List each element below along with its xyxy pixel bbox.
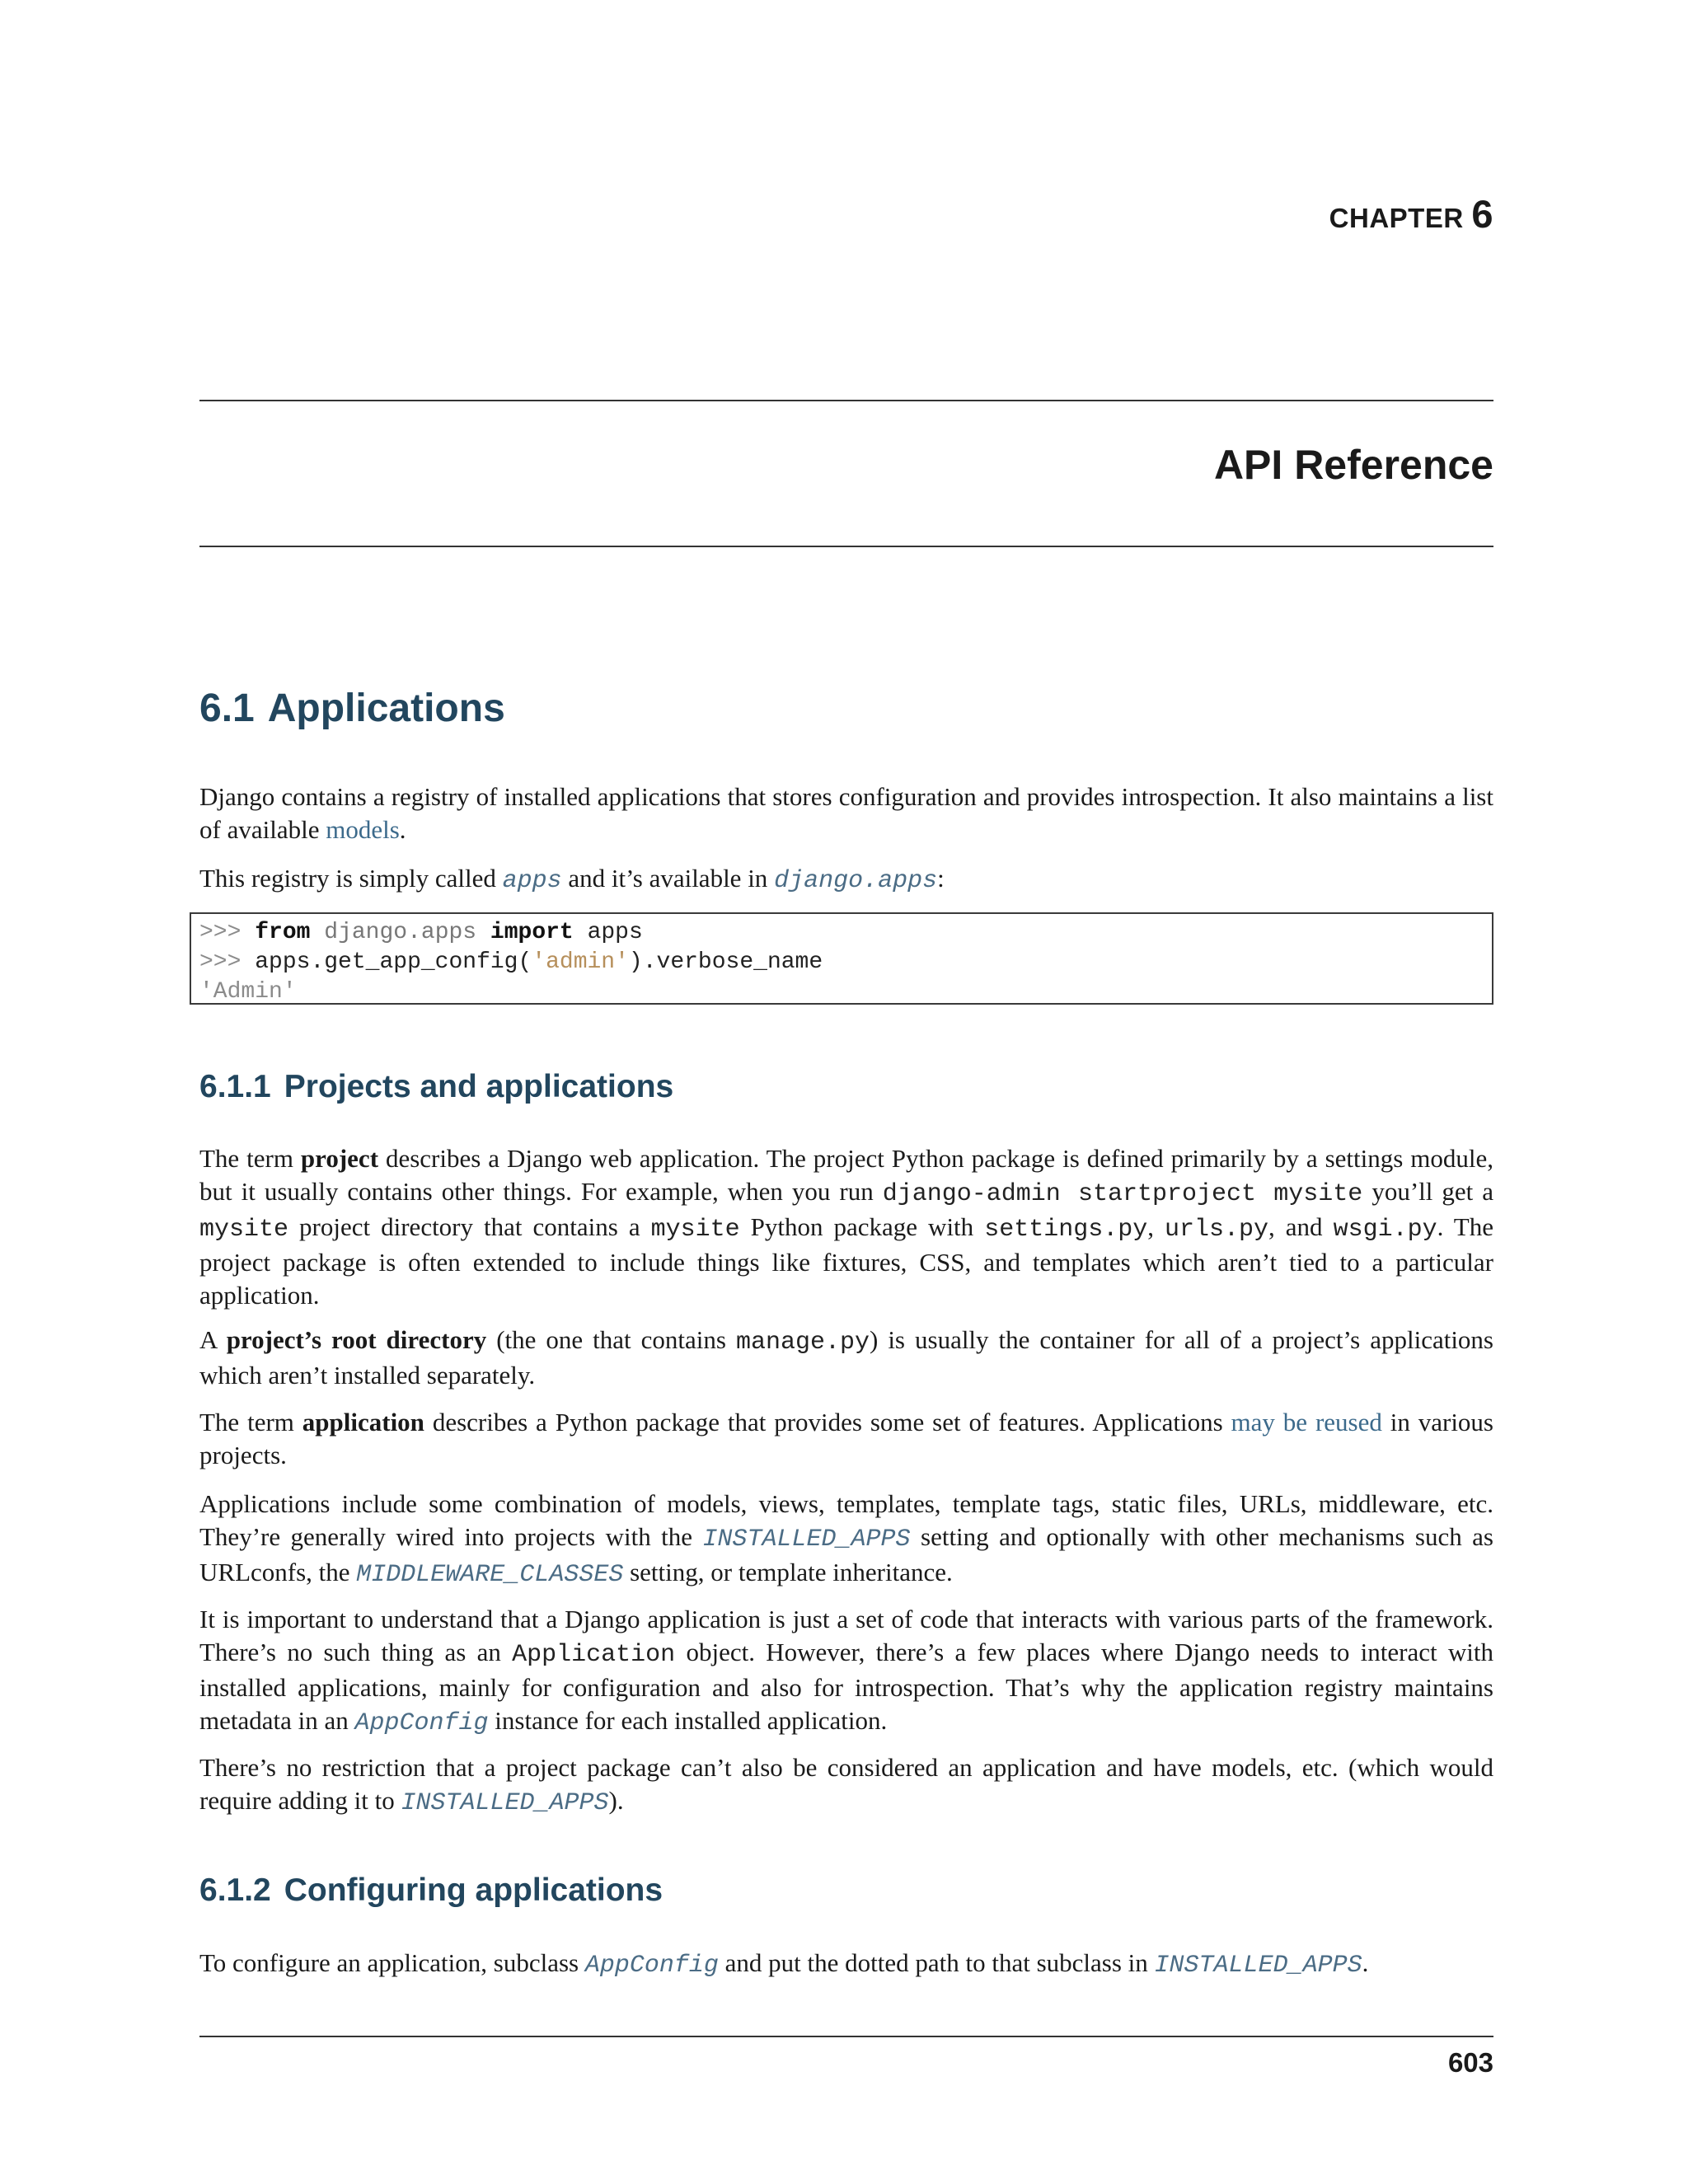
installed-apps-ref-link[interactable]: INSTALLED_APPS [702,1526,911,1554]
top-rule [199,400,1493,401]
paragraph-root-directory: A project’s root directory (the one that contains manage.py) is usually the container for all of a project’s applications which aren’t installed separately. [199,1325,1493,1390]
section-number: 6.1.1 [199,1069,271,1104]
paragraph-project: The term project describes a Django web application. The project Python package is defined primarily by a settings module, but it usually contains other things. For example, when you run django-admin startproject mysite you’ll get a mysite project directory that contains a mysite Python package with settings.py, urls.py, and wsgi.py. The project package is often extended to include things like fixtures, CSS, and templates which aren’t tied to a particular application. [199,1144,1493,1310]
section-number: 6.1.2 [199,1872,271,1908]
document-page [199,0,1493,2184]
code-block: >>> from django.apps import apps >>> apps.get_app_config('admin').verbose_name 'Admin' [190,912,1493,1005]
paragraph-apps: This registry is simply called apps and it’s available in django.apps: [199,864,945,895]
chapter-word: CHAPTER [1329,203,1464,233]
section-heading-6-1-1 [199,1069,673,1105]
section-heading-6-1-2 [199,1872,663,1909]
paragraph-registry: Django contains a registry of installed applications that stores configuration and provides introspection. It also maintains a list of available models. [199,782,1493,844]
section-number: 6.1 [199,687,255,730]
middleware-classes-ref-link[interactable]: MIDDLEWARE_CLASSES [356,1561,624,1589]
section-title: Configuring applications [284,1872,663,1908]
paragraph-combination: Applications include some combination of models, views, templates, template tags, static files, URLs, middleware, etc. They’re generally wired into projects with the INSTALLED_APPS setting and optionally with other mechanisms such as URLconfs, the MIDDLEWARE_CLASSES setting, or template inheritance. [199,1489,1493,1589]
chapter-label [1329,191,1493,237]
apps-ref-link[interactable]: apps [502,867,562,895]
section-heading-6-1 [199,686,505,731]
section-title: Applications [267,687,505,730]
django-apps-ref-link[interactable]: django.apps [774,867,938,895]
page-number: 603 [1447,2047,1493,2078]
installed-apps-ref-link[interactable]: INSTALLED_APPS [1154,1952,1362,1980]
may-be-reused-link[interactable]: may be reused [1231,1408,1382,1436]
chapter-number: 6 [1471,192,1493,236]
paragraph-configure: To configure an application, subclass AppConfig and put the dotted path to that subclass in INSTALLED_APPS. [199,1948,1369,1980]
chapter-title: API Reference [1213,442,1493,488]
section-title: Projects and applications [284,1069,674,1104]
title-rule [199,546,1493,547]
footer-rule [199,2036,1493,2037]
appconfig-ref-link[interactable]: AppConfig [584,1952,719,1980]
paragraph-important: It is important to understand that a Django application is just a set of code that interacts with various parts of the framework. There’s no such thing as an Application object. However, there’s a few places where Django needs to interact with installed applications, mainly for configuration and also for introspection. That’s why the application registry maintains metadata in an AppConfig instance for each installed application. [199,1605,1493,1737]
paragraph-restriction: There’s no restriction that a project package can’t also be considered an application and have models, etc. (which would require adding it to INSTALLED_APPS). [199,1753,1493,1817]
installed-apps-ref-link[interactable]: INSTALLED_APPS [401,1789,609,1817]
appconfig-ref-link[interactable]: AppConfig [354,1709,489,1737]
models-link[interactable]: models [326,815,400,844]
paragraph-application: The term application describes a Python package that provides some set of features. Applications may be reused in various projects. [199,1408,1493,1469]
